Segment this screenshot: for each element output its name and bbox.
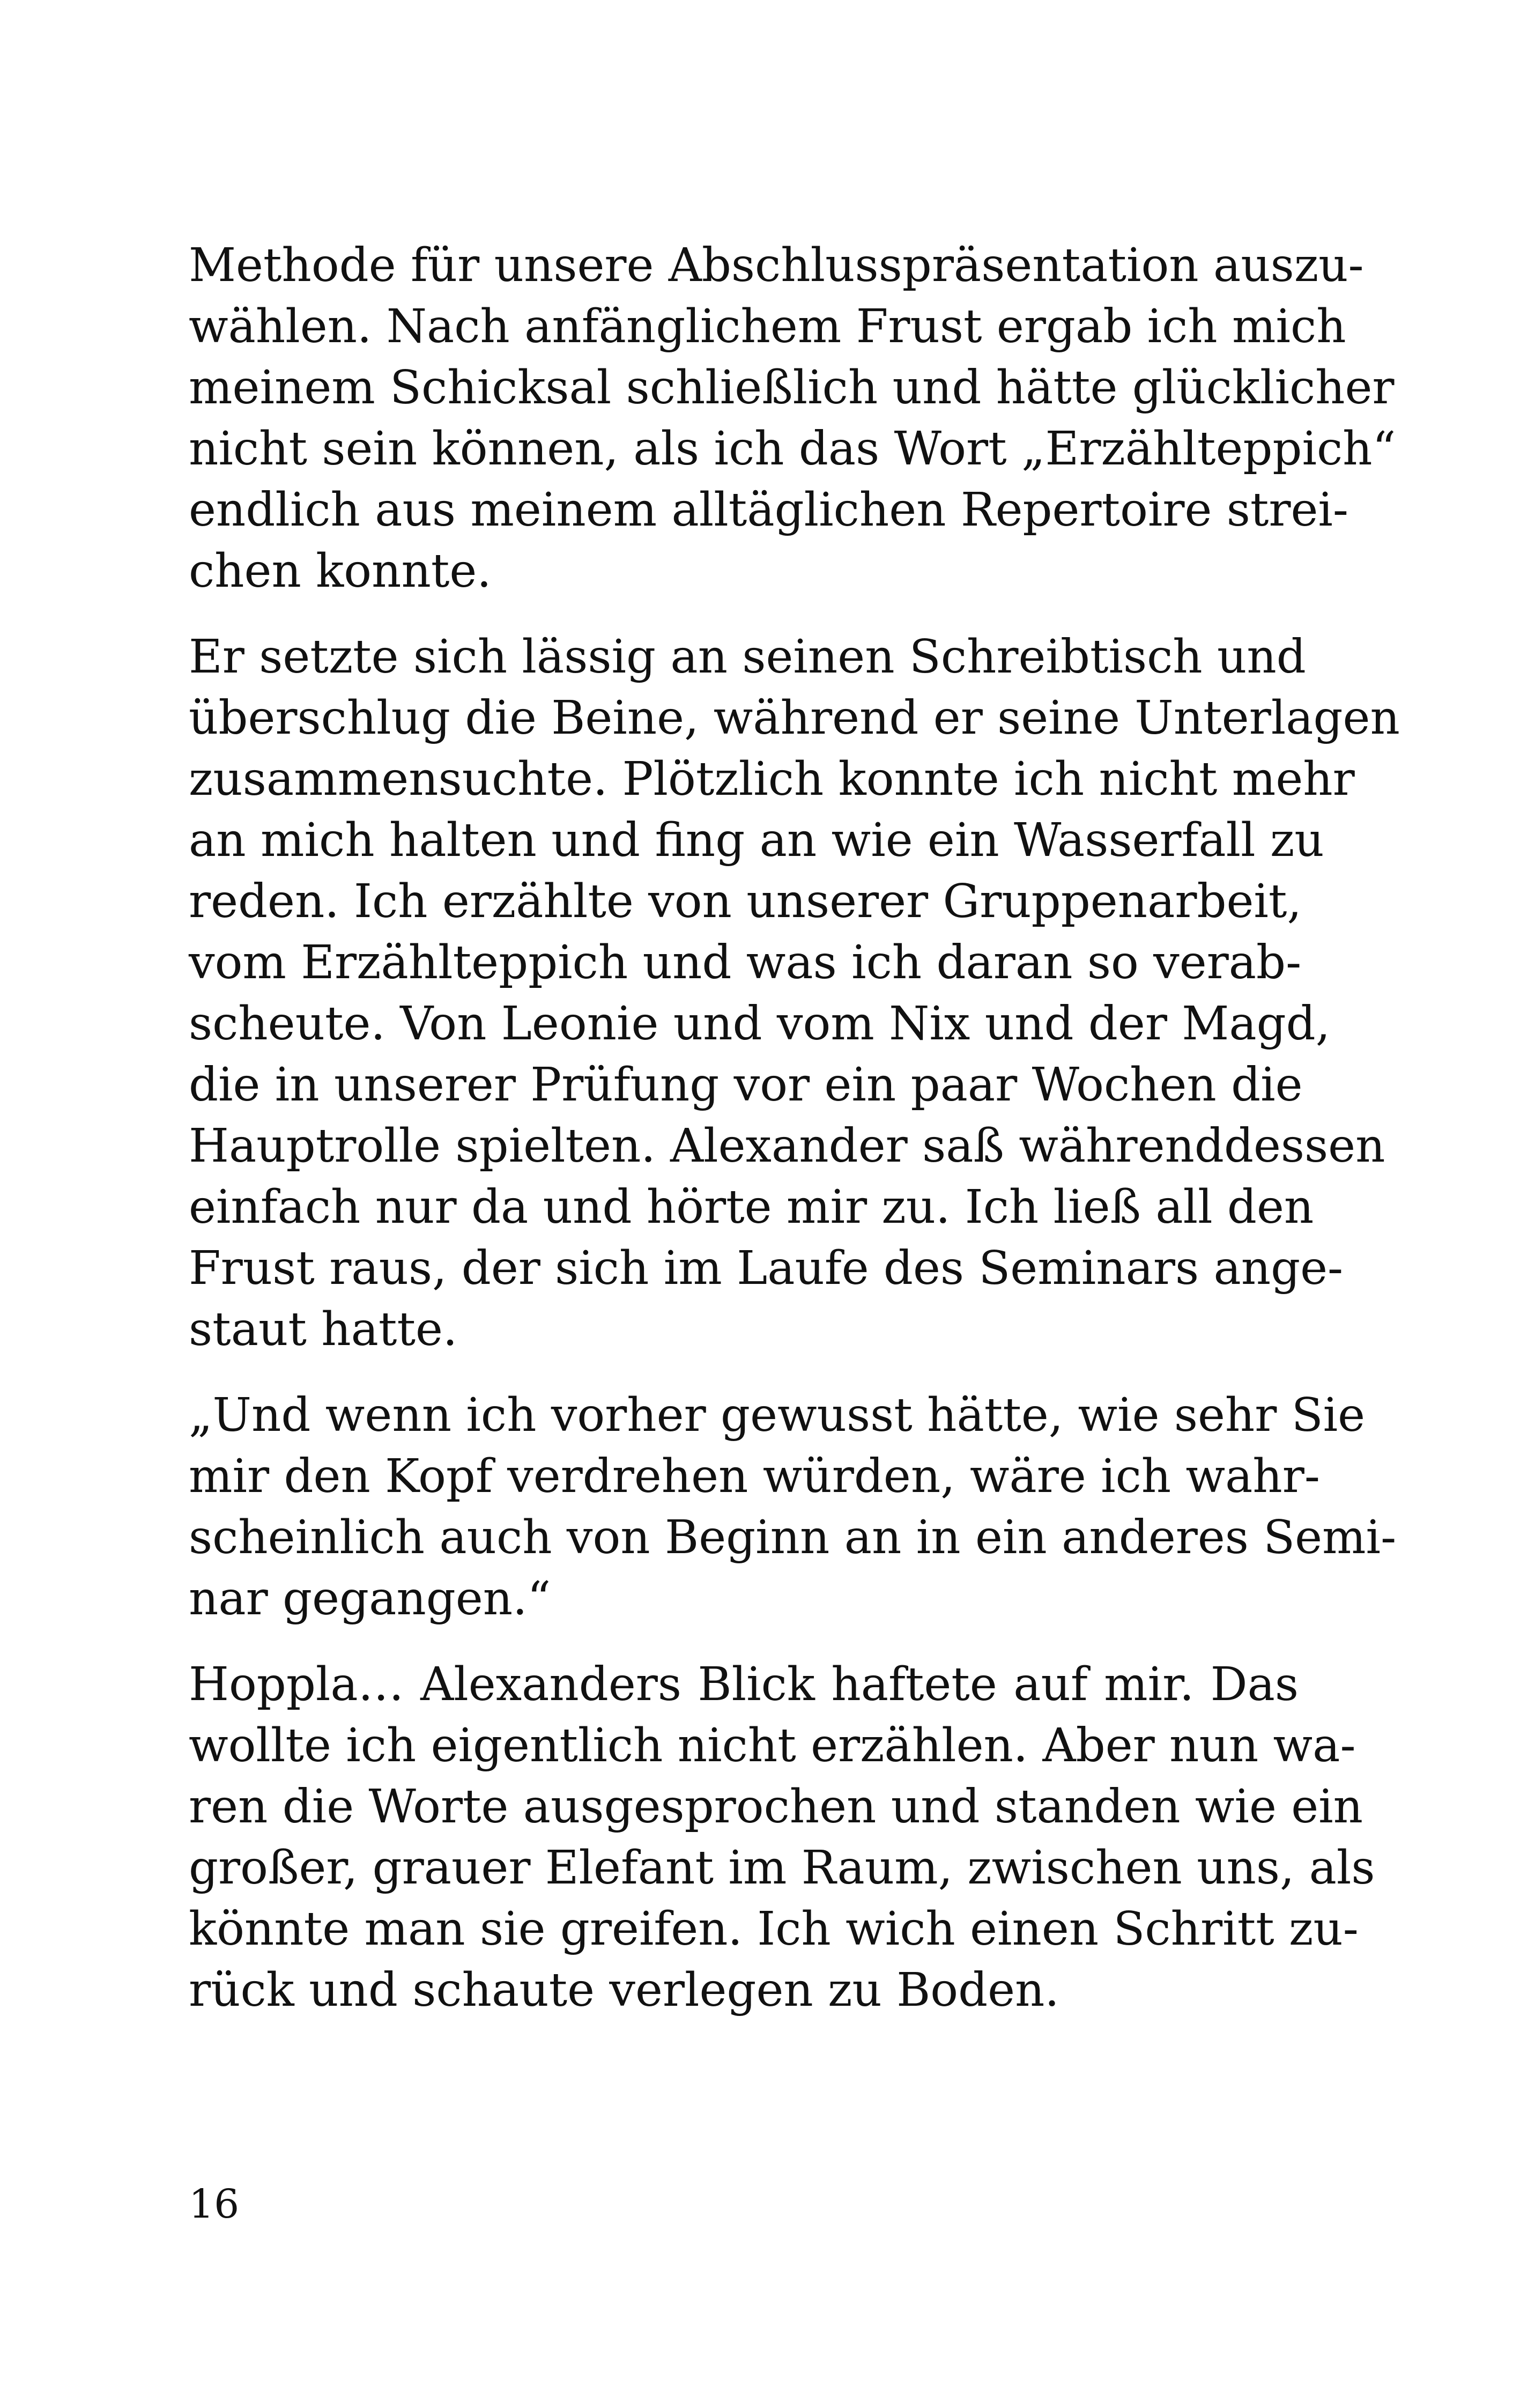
text-line: meinem Schicksal schließlich und hätte glücklicher	[189, 361, 1395, 415]
text-line: einfach nur da und hörte mir zu. Ich ließ all den	[189, 1180, 1314, 1234]
text-line: scheute. Von Leonie und vom Nix und der Magd,	[189, 997, 1331, 1051]
text-line: überschlug die Beine, während er seine Unterlagen	[189, 691, 1400, 745]
paragraph-spacer	[189, 602, 1299, 626]
page-number: 16	[189, 2181, 240, 2227]
text-line: chen konnte.	[189, 544, 492, 598]
text-line: zusammensuchte. Plötzlich konnte ich nicht mehr	[189, 752, 1355, 806]
text-line: mir den Kopf verdrehen würden, wäre ich wahr-	[189, 1450, 1320, 1503]
paragraph-spacer	[189, 1360, 1299, 1385]
text-line: Methode für unsere Abschlusspräsentation auszu-	[189, 239, 1364, 292]
text-line: endlich aus meinem alltäglichen Repertoire strei-	[189, 483, 1348, 537]
text-line: Hauptrolle spielten. Alexander saß währenddessen	[189, 1119, 1385, 1173]
text-line: Er setzte sich lässig an seinen Schreibtisch und	[189, 630, 1306, 684]
text-line: an mich halten und fing an wie ein Wasserfall zu	[189, 814, 1324, 867]
paragraph-spacer	[189, 1629, 1299, 1654]
text-line: könnte man sie greifen. Ich wich einen Schritt zu-	[189, 1902, 1359, 1956]
paragraph	[189, 1385, 1397, 1629]
text-line: die in unserer Prüfung vor ein paar Wochen die	[189, 1058, 1303, 1112]
text-line: scheinlich auch von Beginn an in ein anderes Semi-	[189, 1511, 1397, 1564]
text-line: reden. Ich erzählte von unserer Gruppenarbeit,	[189, 875, 1302, 928]
paragraph	[189, 1654, 1375, 2021]
text-line: nar gegangen.“	[189, 1572, 551, 1626]
text-line: „Und wenn ich vorher gewusst hätte, wie sehr Sie	[189, 1388, 1366, 1442]
text-line: wählen. Nach anfänglichem Frust ergab ich mich	[189, 300, 1346, 353]
text-line: Hoppla… Alexanders Blick haftete auf mir. Das	[189, 1658, 1299, 1711]
text-line: wollte ich eigentlich nicht erzählen. Aber nun wa-	[189, 1719, 1356, 1772]
text-line: großer, grauer Elefant im Raum, zwischen uns, als	[189, 1841, 1375, 1895]
text-line: vom Erzählteppich und was ich daran so verab-	[189, 936, 1302, 989]
text-line: Frust raus, der sich im Laufe des Seminars ange-	[189, 1242, 1344, 1295]
paragraph	[189, 626, 1400, 1360]
body-text	[189, 235, 1400, 2021]
text-line: rück und schaute verlegen zu Boden.	[189, 1963, 1059, 2017]
text-line: nicht sein können, als ich das Wort „Erzählteppich“	[189, 422, 1396, 476]
paragraph	[189, 235, 1396, 602]
text-line: staut hatte.	[189, 1303, 458, 1356]
text-line: ren die Worte ausgesprochen und standen wie ein	[189, 1780, 1363, 1834]
